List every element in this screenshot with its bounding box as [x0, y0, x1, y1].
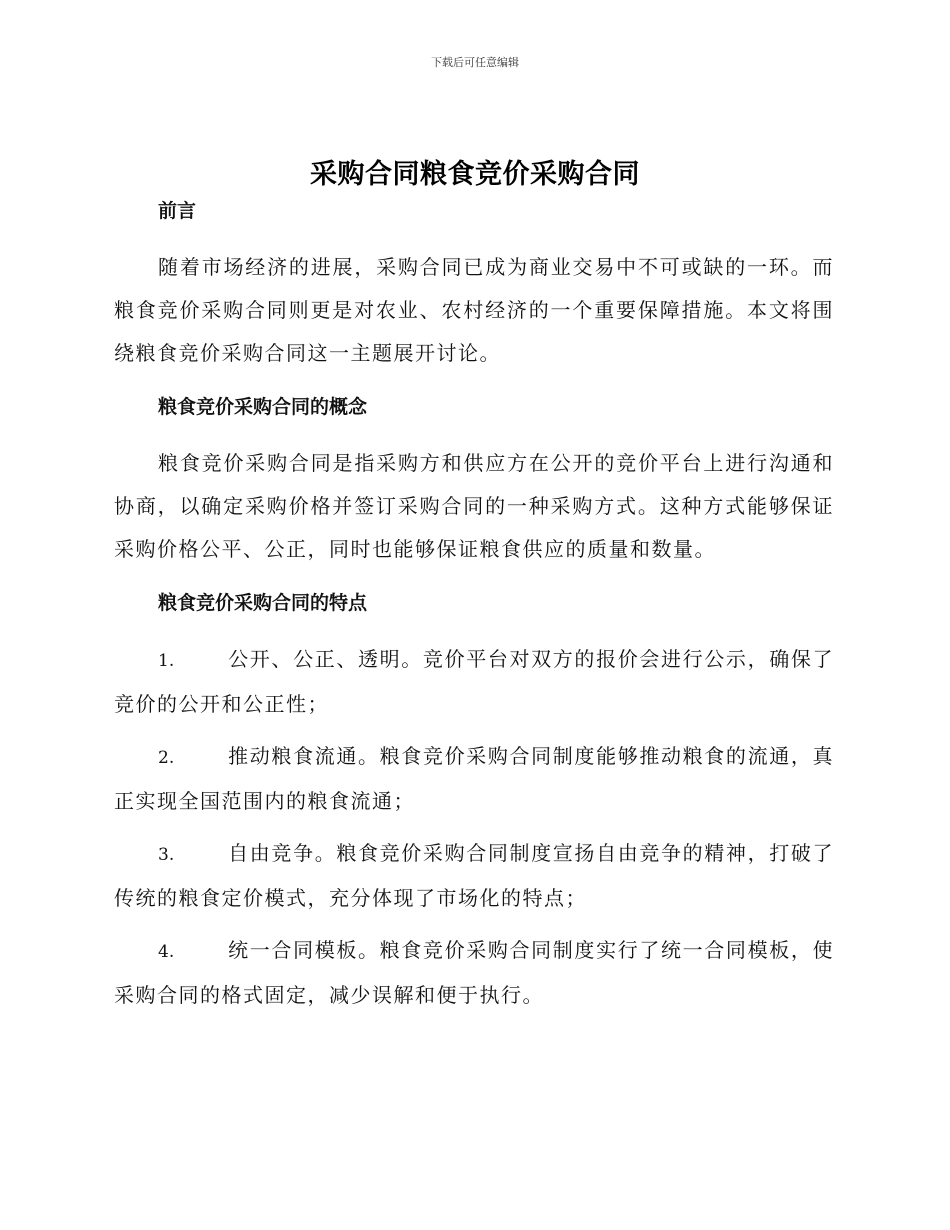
- list-item-text: 推动粮食流通。粮食竞价采购合同制度能够推动粮食的流通，真正实现全国范围内的粮食流通；: [114, 744, 834, 813]
- spacer: [114, 226, 834, 246]
- intro-paragraph: 随着市场经济的进展，采购合同已成为商业交易中不可或缺的一环。而粮食竞价采购合同则更是对农业、农村经济的一个重要保障措施。本文将围绕粮食竞价采购合同这一主题展开讨论。: [114, 255, 834, 365]
- list-item-text: 公开、公正、透明。竞价平台对双方的报价会进行公示，确保了竞价的公开和公正性；: [114, 647, 834, 716]
- spacer: [114, 920, 834, 929]
- spacer: [114, 571, 834, 588]
- spacer: [114, 422, 834, 442]
- list-item-number: 1.: [158, 651, 175, 671]
- list-item-text: 自由竞争。粮食竞价采购合同制度宣扬自由竞争的精神，打破了传统的粮食定价模式，充分体现了市场化的特点；: [114, 841, 834, 910]
- spacer: [114, 823, 834, 832]
- header-note: 下载后可任意编辑: [431, 56, 519, 69]
- concept-paragraph: 粮食竞价采购合同是指采购方和供应方在公开的竞价平台上进行沟通和协商，以确定采购价格并签订采购合同的一种采购方式。这种方式能够保证采购价格公平、公正，同时也能够保证粮食供应的质量和数量。: [114, 451, 834, 561]
- spacer: [114, 726, 834, 735]
- feature-list-item: [114, 638, 834, 726]
- document-title: 采购合同粮食竞价采购合同: [310, 159, 640, 190]
- list-item-number: 3.: [158, 845, 175, 865]
- section-heading-intro: 前言: [158, 200, 197, 222]
- document-body: [114, 196, 834, 1017]
- section-heading-features: 粮食竞价采购合同的特点: [158, 592, 368, 614]
- list-item-text: 统一合同模板。粮食竞价采购合同制度实行了统一合同模板，使采购合同的格式固定，减少误解和便于执行。: [114, 938, 834, 1007]
- list-item-number: 2.: [158, 748, 175, 768]
- section-heading-concept: 粮食竞价采购合同的概念: [158, 396, 368, 418]
- feature-list-item: [114, 929, 834, 1017]
- spacer: [114, 375, 834, 392]
- list-item-number: 4.: [158, 942, 175, 962]
- feature-list-item: [114, 735, 834, 823]
- spacer: [114, 618, 834, 638]
- feature-list-item: [114, 832, 834, 920]
